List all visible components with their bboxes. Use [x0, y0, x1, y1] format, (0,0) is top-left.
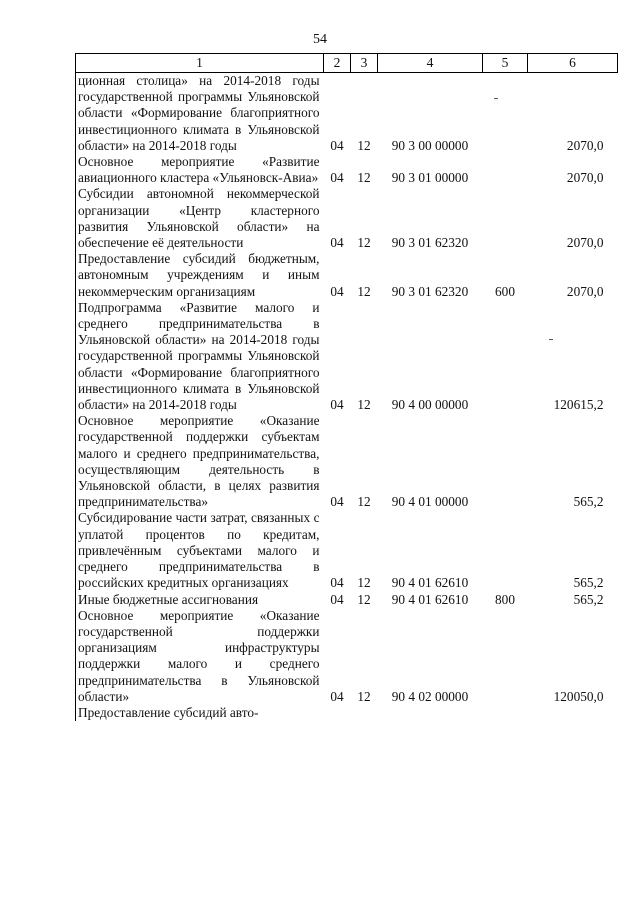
row-amount: 2070,0 — [566, 283, 604, 299]
row-subsection: 12 — [357, 575, 371, 591]
header-col-3: 3 — [351, 54, 378, 73]
row-expense-type — [483, 154, 528, 186]
row-section: 04 — [330, 283, 344, 299]
table-row — [76, 251, 618, 300]
row-name: Основное мероприятие «Развитие авиационного кластера «Ульяновск-Авиа» — [76, 154, 324, 186]
row-subsection: 12 — [357, 397, 371, 413]
row-amount: 565,2 — [573, 591, 604, 607]
row-amount: 120050,0 — [553, 688, 604, 704]
row-expense-type — [483, 413, 528, 510]
row-amount: 2070,0 — [566, 235, 604, 251]
row-section: 04 — [330, 137, 344, 153]
table-header-row — [76, 54, 618, 73]
row-name: Иные бюджетные ассигнования — [76, 592, 324, 608]
row-subsection: 12 — [357, 591, 371, 607]
row-expense-type — [483, 300, 528, 413]
row-name: Субсидирование части затрат, связанных с уплатой процентов по кредитам, привлечённым субъектами малого и среднего предпринимательства в российских кредитных организациях — [76, 510, 324, 591]
row-name: Субсидии автономной некоммерческой организации «Центр кластерного развития Ульяновской области» на обеспечение её деятельности — [76, 186, 324, 251]
row-subsection: 12 — [357, 283, 371, 299]
row-section — [324, 705, 351, 721]
table-row — [76, 413, 618, 510]
table-row — [76, 154, 618, 186]
row-target-code: 90 4 00 00000 — [391, 397, 469, 413]
row-target-code: 90 4 01 62610 — [391, 575, 469, 591]
row-subsection: 12 — [357, 688, 371, 704]
row-name: Основное мероприятие «Оказание государственной поддержки организациям инфраструктуры поддержки малого и среднего предпринимательства в Ульяновской области» — [76, 608, 324, 705]
table-row — [76, 608, 618, 705]
row-expense-type — [483, 73, 528, 155]
header-col-5: 5 — [483, 54, 528, 73]
row-amount: 2070,0 — [566, 170, 604, 186]
row-amount: 565,2 — [573, 494, 604, 510]
row-subsection — [351, 705, 378, 721]
header-col-4: 4 — [378, 54, 483, 73]
row-name: Подпрограмма «Развитие малого и среднего предпринимательства в Ульяновской области» на 2014-2018 годы государственной программы Ульяновской области «Формирование благоприятного инвестиционного климата в Ульяновской области» на 2014-2018 годы — [76, 300, 324, 413]
row-expense-type: 600 — [495, 283, 515, 299]
row-section: 04 — [330, 688, 344, 704]
row-name: Предоставление субсидий авто- — [76, 705, 324, 721]
row-name: ционная столица» на 2014-2018 годы государственной программы Ульяновской области «Формирование благоприятного инвестиционного климата в Ульяновской области» на 2014-2018 годы — [76, 73, 324, 155]
row-expense-type — [483, 186, 528, 251]
row-expense-type — [483, 510, 528, 591]
scan-speck — [494, 98, 498, 99]
row-target-code: 90 3 00 00000 — [391, 137, 469, 153]
row-subsection: 12 — [357, 235, 371, 251]
row-subsection: 12 — [357, 170, 371, 186]
page-number: 54 — [313, 32, 327, 47]
scan-speck — [549, 339, 553, 340]
row-target-code: 90 4 01 62610 — [391, 591, 469, 607]
row-subsection: 12 — [357, 137, 371, 153]
row-expense-type — [483, 705, 528, 721]
table-row — [76, 592, 618, 608]
row-name: Предоставление субсидий бюджетным, автономным учреждениям и иным некоммерческим организациям — [76, 251, 324, 300]
row-section: 04 — [330, 575, 344, 591]
row-target-code: 90 4 02 00000 — [391, 688, 469, 704]
table-row — [76, 705, 618, 721]
budget-table — [75, 53, 618, 721]
table-row — [76, 186, 618, 251]
row-amount: 565,2 — [573, 575, 604, 591]
row-amount: 120615,2 — [553, 397, 604, 413]
row-target-code: 90 3 01 62320 — [391, 235, 469, 251]
row-expense-type — [483, 608, 528, 705]
row-subsection: 12 — [357, 494, 371, 510]
header-col-6: 6 — [528, 54, 618, 73]
row-amount: 2070,0 — [566, 137, 604, 153]
row-section: 04 — [330, 235, 344, 251]
header-col-1: 1 — [76, 54, 324, 73]
table-row — [76, 300, 618, 413]
row-section: 04 — [330, 591, 344, 607]
row-expense-type: 800 — [495, 591, 515, 607]
row-section: 04 — [330, 494, 344, 510]
table-row — [76, 73, 618, 155]
row-target-code — [378, 705, 483, 721]
row-section: 04 — [330, 397, 344, 413]
row-target-code: 90 3 01 62320 — [391, 283, 469, 299]
row-target-code: 90 3 01 00000 — [391, 170, 469, 186]
row-section: 04 — [330, 170, 344, 186]
row-target-code: 90 4 01 00000 — [391, 494, 469, 510]
header-col-2: 2 — [324, 54, 351, 73]
row-amount — [528, 705, 618, 721]
row-name: Основное мероприятие «Оказание государственной поддержки субъектам малого и среднего предпринимательства, осуществляющим деятельность в Ульяновской области, в целях развития предпринимательства» — [76, 413, 324, 510]
table-row — [76, 510, 618, 591]
